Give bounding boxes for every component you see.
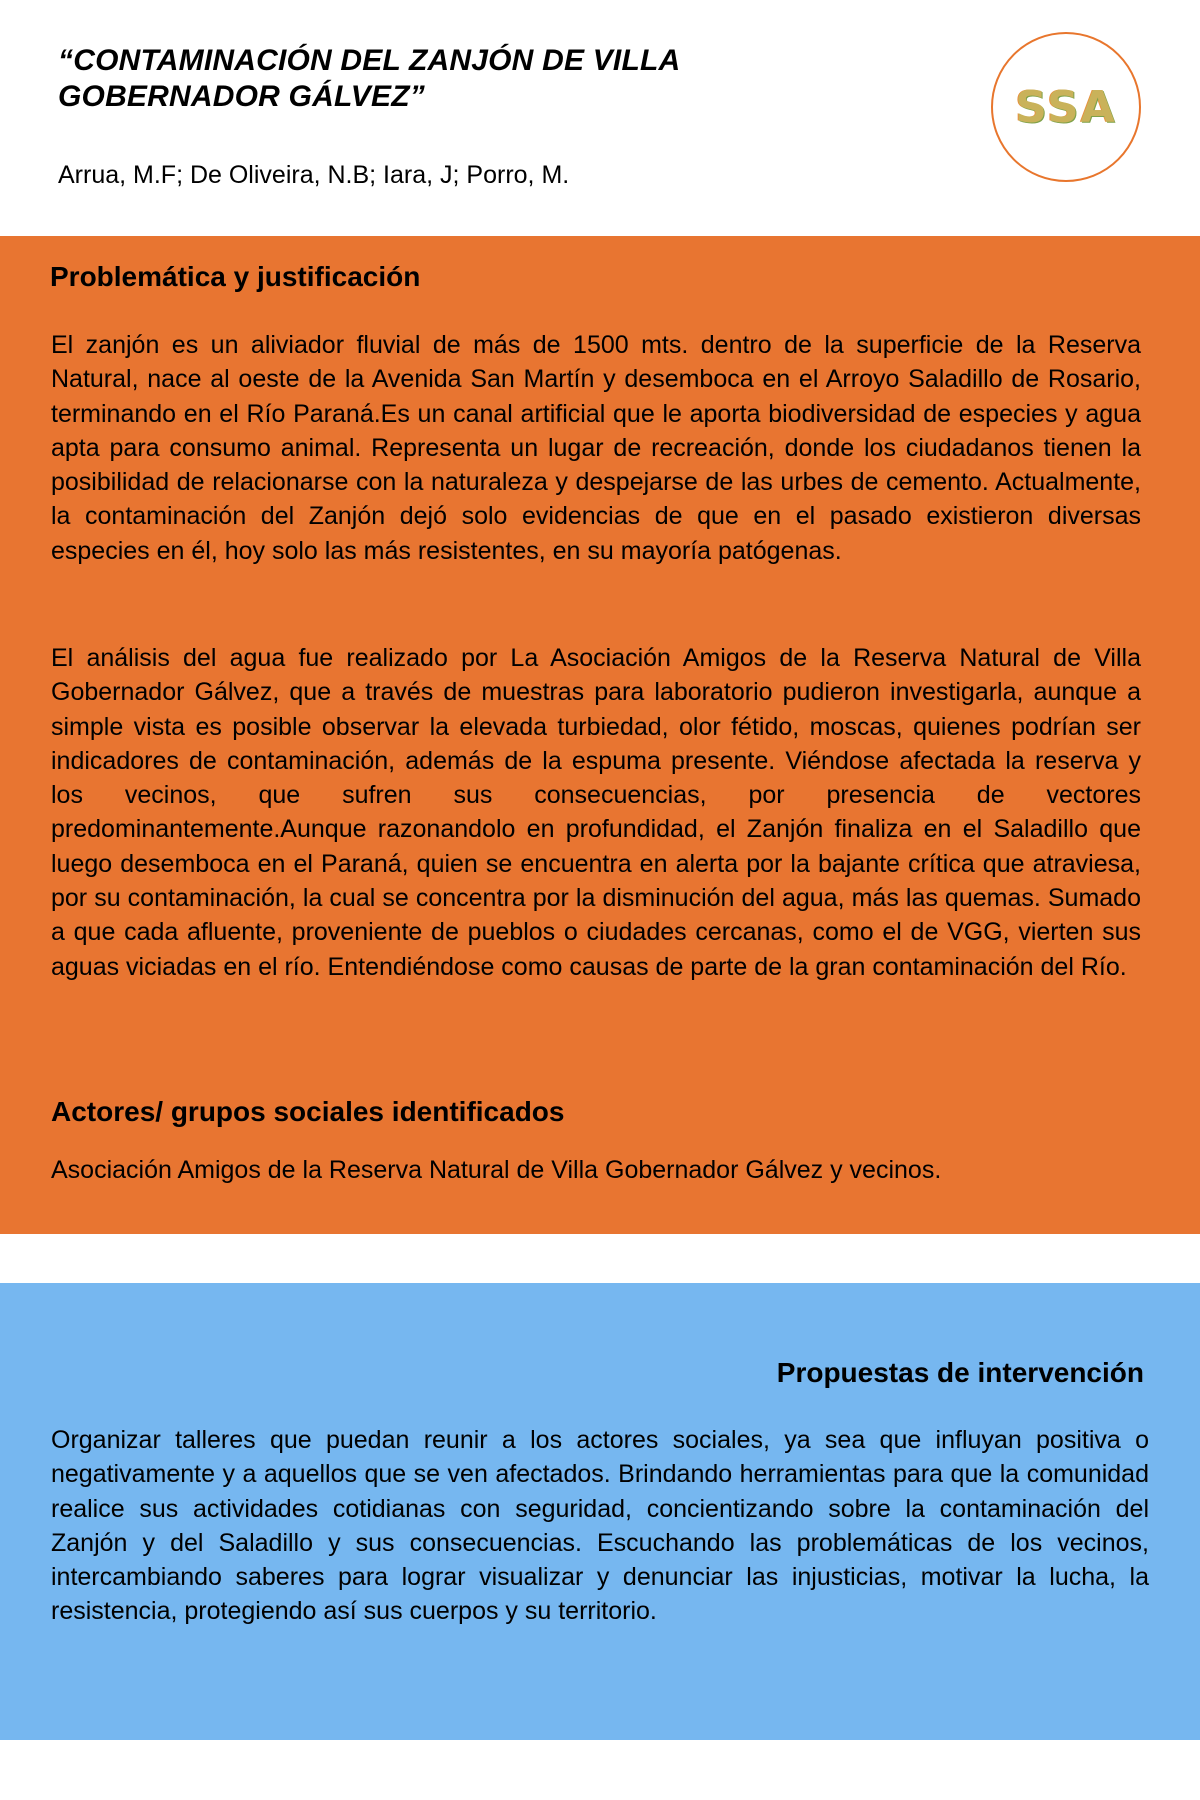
authors-line: Arrua, M.F; De Oliveira, N.B; Iara, J; Porro, M. [58, 161, 570, 189]
problematica-paragraph-1: El zanjón es un aliviador fluvial de más de 1500 mts. dentro de la superficie de la Reserva Natural, nace al oeste de la Avenida San Martín y desemboca en el Arroyo Saladillo de Rosario, terminando en el Río Paraná.Es un canal artificial que le aporta biodiversidad de especies y agua apta para consumo animal. Representa un lugar de recreación, donde los ciudadanos tienen la posibilidad de relacionarse con la naturaleza y despejarse de las urbes de cemento. Actualmente, la contaminación del Zanjón dejó solo evidencias de que en el pasado existieron diversas especies en él, hoy solo las más resistentes, en su mayoría patógenas. [51, 331, 1141, 565]
propuestas-panel [0, 1283, 1200, 1740]
problematica-paragraph-2: El análisis del agua fue realizado por La Asociación Amigos de la Reserva Natural de Villa Gobernador Gálvez, que a través de muestras para laboratorio pudieron investigarla, aunque a simple vista es posible observar la elevada turbiedad, olor fétido, moscas, quienes podrían ser indicadores de contaminación, además de la espuma presente. Viéndose afectada la reserva y los vecinos, que sufren sus consecuencias, por presencia de vectores predominantemente.Aunque razonandolo en profundidad, el Zanjón finaliza en el Saladillo que luego desemboca en el Paraná, quien se encuentra en alerta por la bajante crítica que atraviesa, por su contaminación, la cual se concentra por la disminución del agua, más las quemas. Sumado a que cada afluente, proveniente de pueblos o ciudades cercanas, como el de VGG, vierten sus aguas viciadas en el río. Entendiéndose como causas de parte de la gran contaminación del Río. [51, 644, 1141, 981]
ssa-logo [991, 32, 1141, 182]
problematica-heading: Problemática y justificación [50, 261, 421, 292]
poster-header [0, 0, 1200, 236]
logo-text: SSA [1015, 81, 1117, 133]
actores-text: Asociación Amigos de la Reserva Natural de Villa Gobernador Gálvez y vecinos. [51, 1156, 942, 1184]
problematica-panel [0, 236, 1200, 1234]
propuestas-heading: Propuestas de intervención [776, 1357, 1144, 1388]
poster-title: “CONTAMINACIÓN DEL ZANJÓN DE VILLA GOBERNADOR GÁLVEZ” [58, 44, 680, 113]
actores-heading: Actores/ grupos sociales identificados [51, 1096, 565, 1127]
propuestas-text: Organizar talleres que puedan reunir a los actores sociales, ya sea que influyan positiva o negativamente y a aquellos que se ven afectados. Brindando herramientas para que la comunidad realice sus actividades cotidianas con seguridad, concientizando sobre la contaminación del Zanjón y del Saladillo y sus consecuencias. Escuchando las problemáticas de los vecinos, intercambiando saberes para lograr visualizar y denunciar las injusticias, motivar la lucha, la resistencia, protegiendo así sus cuerpos y su territorio. [51, 1426, 1149, 1626]
